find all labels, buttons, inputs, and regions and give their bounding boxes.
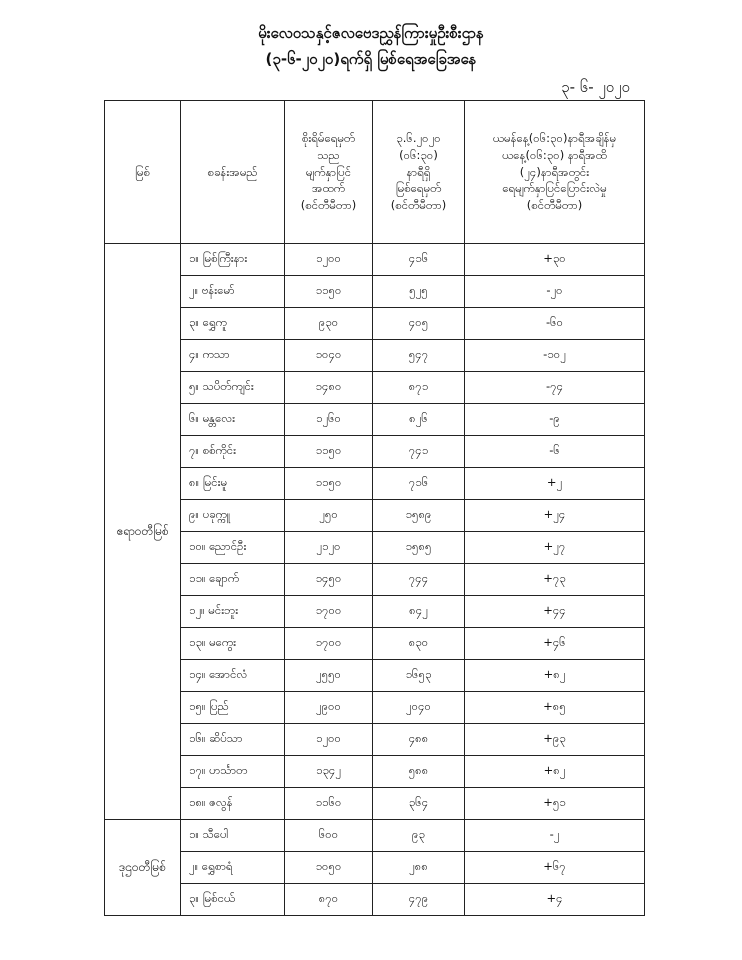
page-subtitle: (၃-၆-၂၀၂၀)ရက်ရှိ မြစ်ရေအခြေအနေ	[265, 50, 477, 68]
table-row	[105, 404, 645, 436]
water-level-cell: ၈၃၀	[373, 628, 465, 660]
table-row	[105, 692, 645, 724]
table-row	[105, 500, 645, 532]
danger-level-cell: ၁၀၅၀	[285, 852, 373, 884]
river-name-cell: ဧရာဝတီမြစ်	[105, 244, 181, 820]
header-line: ယမန်နေ့(၀၆:၃၀)နာရီအချိန်မှ	[492, 131, 617, 146]
level-change-cell: +၅၁	[465, 788, 645, 820]
level-change-cell: +၂၄	[465, 500, 645, 532]
table-row	[105, 820, 645, 852]
level-change-cell: +၂	[465, 468, 645, 500]
danger-level-cell: ၂၁၂၀	[285, 532, 373, 564]
danger-level-cell: ၉၃၀	[285, 308, 373, 340]
table-row	[105, 468, 645, 500]
station-name-cell: ၃။ ရွှေကူ	[181, 308, 285, 340]
station-name-cell: ၂။ ဗန်းမော်	[181, 276, 285, 308]
river-level-table	[104, 100, 645, 916]
level-change-cell: -၂	[465, 820, 645, 852]
table-row	[105, 660, 645, 692]
station-name-cell: ၂။ ရွှေစာရံ	[181, 852, 285, 884]
station-name-cell: ၁၆။ ဆိပ်သာ	[181, 724, 285, 756]
table-header-row	[105, 101, 645, 244]
station-name-cell: ၄။ ကသာ	[181, 340, 285, 372]
danger-level-cell: ၁၂၀၀	[285, 244, 373, 276]
danger-level-cell: ၁၂၆၀	[285, 404, 373, 436]
header-line: (၀၆:၃၀)	[399, 147, 438, 162]
header-river: မြစ်	[105, 101, 181, 244]
danger-level-cell: ၂၅၅၀	[285, 660, 373, 692]
level-change-cell: +၄၆	[465, 628, 645, 660]
level-change-cell: +၇၃	[465, 564, 645, 596]
level-change-cell: -၆၀	[465, 308, 645, 340]
level-change-cell: -၂၀	[465, 276, 645, 308]
table-row	[105, 308, 645, 340]
table-row	[105, 596, 645, 628]
water-level-cell: ၁၆၅၃	[373, 660, 465, 692]
table-row	[105, 532, 645, 564]
station-name-cell: ၃။ မြစ်ငယ်	[181, 884, 285, 916]
station-name-cell: ၅။ သပိတ်ကျင်း	[181, 372, 285, 404]
water-level-cell: ၅၂၅	[373, 276, 465, 308]
table-row	[105, 436, 645, 468]
danger-level-cell: ၁၄၈၀	[285, 372, 373, 404]
level-change-cell: +၂၇	[465, 532, 645, 564]
level-change-cell: -၁၀၂	[465, 340, 645, 372]
station-name-cell: ၇။ စစ်ကိုင်း	[181, 436, 285, 468]
header-line: ရေမျက်နှာပြင်ပြောင်းလဲမှု	[502, 181, 607, 196]
header-line: (စင်တီမီတာ)	[300, 198, 357, 212]
danger-level-cell: ၁၇၀၀	[285, 596, 373, 628]
level-change-cell: +၈၂	[465, 756, 645, 788]
water-level-cell: ၅၈၈	[373, 756, 465, 788]
table-row	[105, 756, 645, 788]
station-name-cell: ၁၃။ မကွေး	[181, 628, 285, 660]
station-name-cell: ၈။ မြင်းမူ	[181, 468, 285, 500]
level-change-cell: +၄	[465, 884, 645, 916]
water-level-cell: ၁၅၈၉	[373, 500, 465, 532]
table-row	[105, 244, 645, 276]
level-change-cell: +၈၅	[465, 692, 645, 724]
header-line: နာရီရှိ	[406, 164, 431, 179]
table-row	[105, 852, 645, 884]
danger-level-cell: ၁၁၅၀	[285, 436, 373, 468]
level-change-cell: +၃၀	[465, 244, 645, 276]
danger-level-cell: ၁၇၀၀	[285, 628, 373, 660]
station-name-cell: ၁၈။ ဇလွန်	[181, 788, 285, 820]
water-level-cell: ၄၀၅	[373, 308, 465, 340]
danger-level-cell: ၁၁၅၀	[285, 468, 373, 500]
station-name-cell: ၁၅။ ပြည်	[181, 692, 285, 724]
header-line: ၃.၆.၂၀၂၀	[396, 131, 441, 146]
table-row	[105, 276, 645, 308]
station-name-cell: ၁။ မြစ်ကြီးနား	[181, 244, 285, 276]
level-change-cell: -၆	[465, 436, 645, 468]
level-change-cell: +၈၂	[465, 660, 645, 692]
water-level-cell: ၃၆၄	[373, 788, 465, 820]
water-level-cell: ၈၄၂	[373, 596, 465, 628]
table-row	[105, 340, 645, 372]
water-level-cell: ၈၂၆	[373, 404, 465, 436]
table-row	[105, 724, 645, 756]
danger-level-cell: ၂၅၀	[285, 500, 373, 532]
water-level-cell: ၇၄၄	[373, 564, 465, 596]
header-line: (စင်တီမီတာ)	[390, 198, 447, 212]
water-level-cell: ၂၀၄၀	[373, 692, 465, 724]
level-change-cell: -၉	[465, 404, 645, 436]
header-line: အထက်	[312, 181, 345, 196]
header-line: မြစ်ရေမှတ်	[395, 181, 442, 196]
danger-level-cell: ၁၂၀၀	[285, 724, 373, 756]
water-level-cell: ၂၈၈	[373, 852, 465, 884]
water-level-cell: ၈၇၁	[373, 372, 465, 404]
page-title: မိုးလေဝသနှင့်ဇလဗေဒညွှန်ကြားမှုဦးစီးဌာန	[258, 24, 484, 42]
water-level-cell: ၇၄၁	[373, 436, 465, 468]
level-change-cell: +၄၄	[465, 596, 645, 628]
danger-level-cell: ၁၀၄၀	[285, 340, 373, 372]
station-name-cell: ၁။ သီပေါ	[181, 820, 285, 852]
table-row	[105, 372, 645, 404]
station-name-cell: ၁၂။ မင်းဘူး	[181, 596, 285, 628]
danger-level-cell: ၆၀၀	[285, 820, 373, 852]
station-name-cell: ၁၇။ ဟင်္သာတ	[181, 756, 285, 788]
water-level-cell: ၅၄၇	[373, 340, 465, 372]
water-level-cell: ၇၁၆	[373, 468, 465, 500]
danger-level-cell: ၁၄၅၀	[285, 564, 373, 596]
water-level-cell: ၄၇၉	[373, 884, 465, 916]
level-change-cell: -၇၄	[465, 372, 645, 404]
table-row	[105, 628, 645, 660]
level-change-cell: +၉၃	[465, 724, 645, 756]
river-name-cell: ဒုဌ၀တီမြစ်	[105, 820, 181, 916]
station-name-cell: ၆။ မန္တလေး	[181, 404, 285, 436]
header-line: (စင်တီမီတာ)	[526, 198, 583, 212]
water-level-cell: ၄၁၆	[373, 244, 465, 276]
header-24h-change	[465, 101, 645, 244]
header-line: (၂၄)နာရီအတွင်း	[519, 164, 590, 179]
table-body	[105, 244, 645, 916]
danger-level-cell: ၁၃၄၂	[285, 756, 373, 788]
header-line: ယနေ့(၀၆:၃၀) နာရီအထိ	[502, 147, 607, 162]
danger-level-cell: ၈၇၀	[285, 884, 373, 916]
danger-level-cell: ၁၁၅၀	[285, 276, 373, 308]
station-name-cell: ၁၀။ ညောင်ဦး	[181, 532, 285, 564]
header-station: စခန်းအမည်	[181, 101, 285, 244]
table-row	[105, 884, 645, 916]
table-row	[105, 788, 645, 820]
water-level-cell: ၄၈၈	[373, 724, 465, 756]
table-row	[105, 564, 645, 596]
header-water-level	[373, 101, 465, 244]
header-danger-level	[285, 101, 373, 244]
station-name-cell: ၉။ ပခုက္ကူ	[181, 500, 285, 532]
water-level-cell: ၉၃	[373, 820, 465, 852]
header-line: မျက်နှာပြင်	[305, 164, 352, 179]
water-level-cell: ၁၅၈၅	[373, 532, 465, 564]
station-name-cell: ၁၄။ အောင်လံ	[181, 660, 285, 692]
header-line: သည	[317, 147, 340, 162]
header-line: စိုးရိမ်ရေမှတ်	[301, 131, 356, 146]
danger-level-cell: ၂၉၀၀	[285, 692, 373, 724]
level-change-cell: +၆၇	[465, 852, 645, 884]
station-name-cell: ၁၁။ ချောက်	[181, 564, 285, 596]
danger-level-cell: ၁၁၆၀	[285, 788, 373, 820]
report-date: ၃- ၆- ၂၀၂၀	[561, 78, 630, 96]
